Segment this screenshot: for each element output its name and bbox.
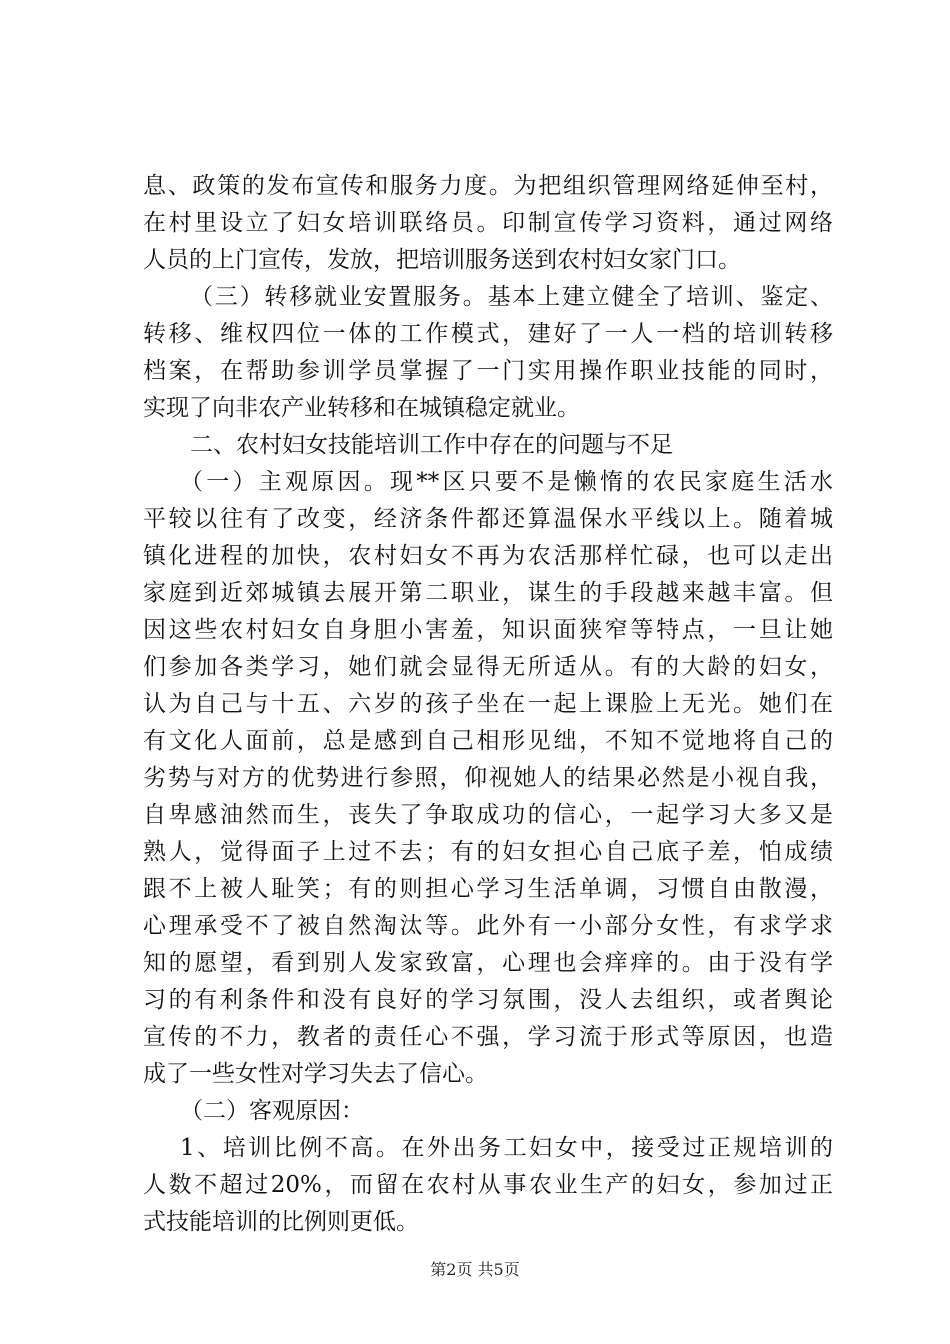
text-line: 知的愿望，看到别人发家致富，心理也会痒痒的。由于没有学 bbox=[143, 950, 833, 976]
text-line: 习的有利条件和没有良好的学习氛围，没人去组织，或者舆论 bbox=[143, 987, 833, 1013]
text-line: 家庭到近郊城镇去展开第二职业，谋生的手段越来越丰富。但 bbox=[143, 580, 833, 606]
text-line: 镇化进程的加快，农村妇女不再为农活那样忙碌，也可以走出 bbox=[143, 543, 833, 569]
section-heading: 二、农村妇女技能培训工作中存在的问题与不足 bbox=[190, 432, 673, 458]
text-line: 在村里设立了妇女培训联络员。印制宣传学习资料，通过网络 bbox=[143, 210, 833, 236]
text-line: 1、培训比例不高。在外出务工妇女中，接受过正规培训的 bbox=[180, 1135, 833, 1161]
text-line: 劣势与对方的优势进行参照，仰视她人的结果必然是小视自我， bbox=[143, 765, 833, 791]
section-heading: （二）客观原因： bbox=[180, 1098, 364, 1124]
text-line: （三）转移就业安置服务。基本上建立健全了培训、鉴定、 bbox=[190, 284, 833, 310]
text-line: 认为自己与十五、六岁的孩子坐在一起上课脸上无光。她们在 bbox=[143, 691, 833, 717]
text-line: 档案，在帮助参训学员掌握了一门实用操作职业技能的同时， bbox=[143, 358, 833, 384]
text-line: 心理承受不了被自然淘汰等。此外有一小部分女性，有求学求 bbox=[143, 913, 833, 939]
text-line: 因这些农村妇女自身胆小害羞，知识面狭窄等特点，一旦让她 bbox=[143, 617, 833, 643]
text-line: （一）主观原因。现**区只要不是懒惰的农民家庭生活水 bbox=[180, 469, 833, 495]
text-line: 自卑感油然而生，丧失了争取成功的信心，一起学习大多又是 bbox=[143, 802, 833, 828]
page-number-footer: 第2页 共5页 bbox=[430, 1260, 520, 1279]
text-line: 成了一些女性对学习失去了信心。 bbox=[143, 1061, 488, 1087]
text-line: 人数不超过20%，而留在农村从事农业生产的妇女，参加过正 bbox=[143, 1172, 833, 1198]
text-line: 息、政策的发布宣传和服务力度。为把组织管理网络延伸至村， bbox=[143, 173, 833, 199]
text-line: 人员的上门宣传，发放，把培训服务送到农村妇女家门口。 bbox=[143, 247, 741, 273]
text-line: 们参加各类学习，她们就会显得无所适从。有的大龄的妇女， bbox=[143, 654, 833, 680]
text-line: 跟不上被人耻笑；有的则担心学习生活单调，习惯自由散漫， bbox=[143, 876, 833, 902]
text-line: 平较以往有了改变，经济条件都还算温保水平线以上。随着城 bbox=[143, 506, 833, 532]
text-line: 式技能培训的比例则更低。 bbox=[143, 1209, 419, 1235]
text-line: 宣传的不力，教者的责任心不强，学习流于形式等原因，也造 bbox=[143, 1024, 833, 1050]
text-line: 实现了向非农产业转移和在城镇稳定就业。 bbox=[143, 395, 580, 421]
text-line: 转移、维权四位一体的工作模式，建好了一人一档的培训转移 bbox=[143, 321, 833, 347]
text-line: 有文化人面前，总是感到自己相形见绌，不知不觉地将自己的 bbox=[143, 728, 833, 754]
text-line: 熟人，觉得面子上过不去；有的妇女担心自己底子差，怕成绩 bbox=[143, 839, 833, 865]
